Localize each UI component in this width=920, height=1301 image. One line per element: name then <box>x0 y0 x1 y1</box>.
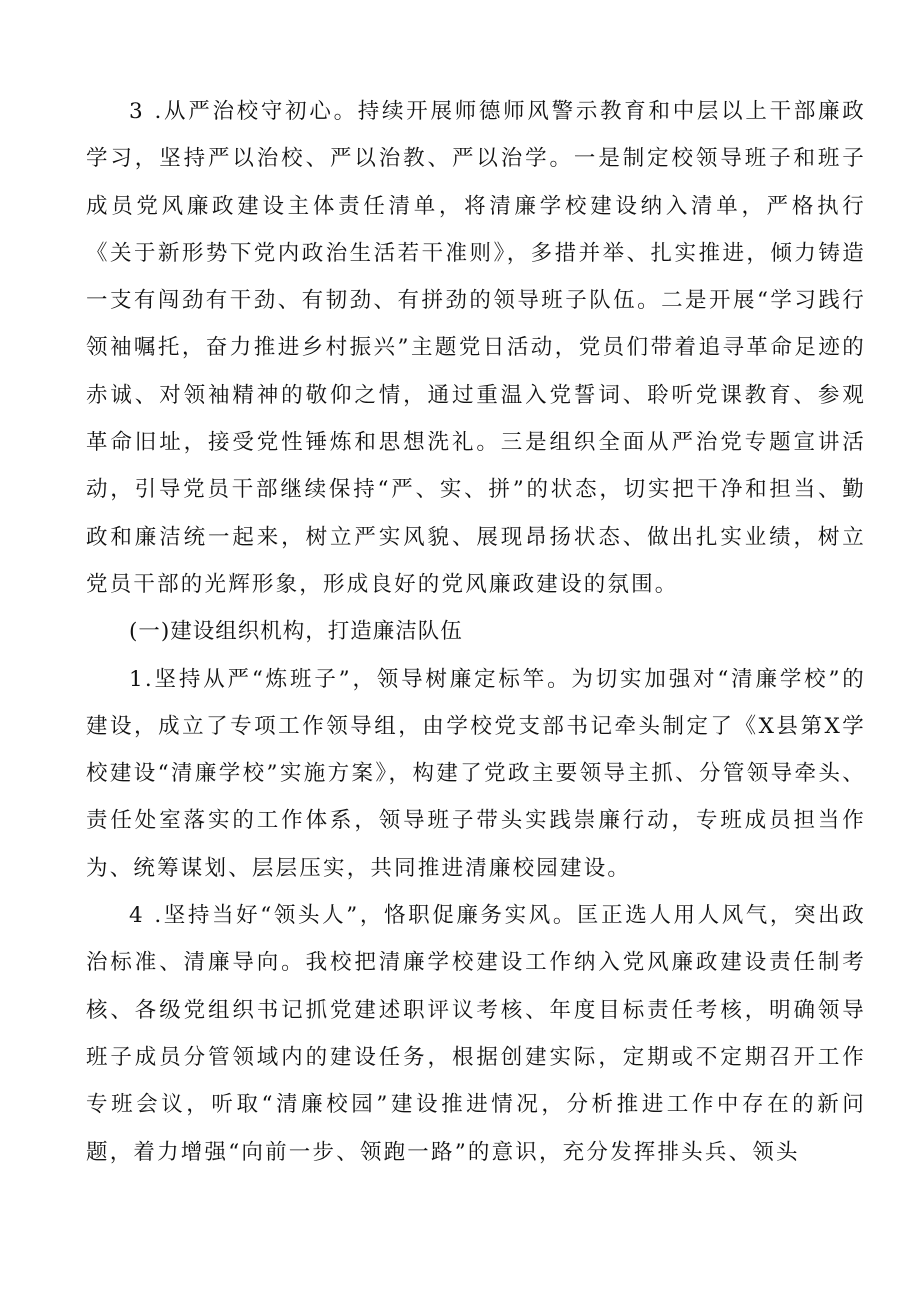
paragraph-leadership-team: 1.坚持从严“炼班子”，领导树廉定标竿。为切实加强对“清廉学校”的建设，成立了专项工作领导组，由学校党支部书记牵头制定了《X县第X学校建设“清廉学校”实施方案》，构建了党政主要领导主抓、分管领导牵头、责任处室落实的工作体系，领导班子带头实践崇廉行动，专班成员担当作为、统筹谋划、层层压实，共同推进清廉校园建设。 <box>86 666 866 881</box>
paragraph-leader-role: 4 .坚持当好“领头人”，恪职促廉务实风。匡正选人用人风气，突出政治标准、清廉导向。我校把清廉学校建设工作纳入党风廉政建设责任制考核、各级党组织书记抓党建述职评议考核、年度目标责任考核，明确领导班子成员分管领域内的建设任务，根据创建实际，定期或不定期召开工作专班会议，听取“清廉校园”建设推进情况，分析推进工作中存在的新问题，着力增强“向前一步、领跑一路”的意识，充分发挥排头兵、领头 <box>86 903 866 1165</box>
paragraph-strict-governance: 3 .从严治校守初心。持续开展师德师风警示教育和中层以上干部廉政学习，坚持严以治校、严以治教、严以治学。一是制定校领导班子和班子成员党风廉政建设主体责任清单，将清廉学校建设纳入清单，严格执行《关于新形势下党内政治生活若干准则》，多措并举、扎实推进，倾力铸造一支有闯劲有干劲、有韧劲、有拼劲的领导班子队伍。二是开展“学习践行领袖嘱托，奋力推进乡村振兴”主题党日活动，党员们带着追寻革命足迹的赤诚、对领袖精神的敬仰之情，通过重温入党誓词、聆听党课教育、参观革命旧址，接受党性锤炼和思想洗礼。三是组织全面从严治党专题宣讲活动，引导党员干部继续保持“严、实、拼”的状态，切实把干净和担当、勤政和廉洁统一起来，树立严实风貌、展现昂扬状态、做出扎实业绩，树立党员干部的光辉形象，形成良好的党风廉政建设的氛围。 <box>86 99 866 597</box>
document-page <box>86 88 866 1176</box>
section-heading-organization: (一)建设组织机构，打造廉洁队伍 <box>129 619 463 645</box>
